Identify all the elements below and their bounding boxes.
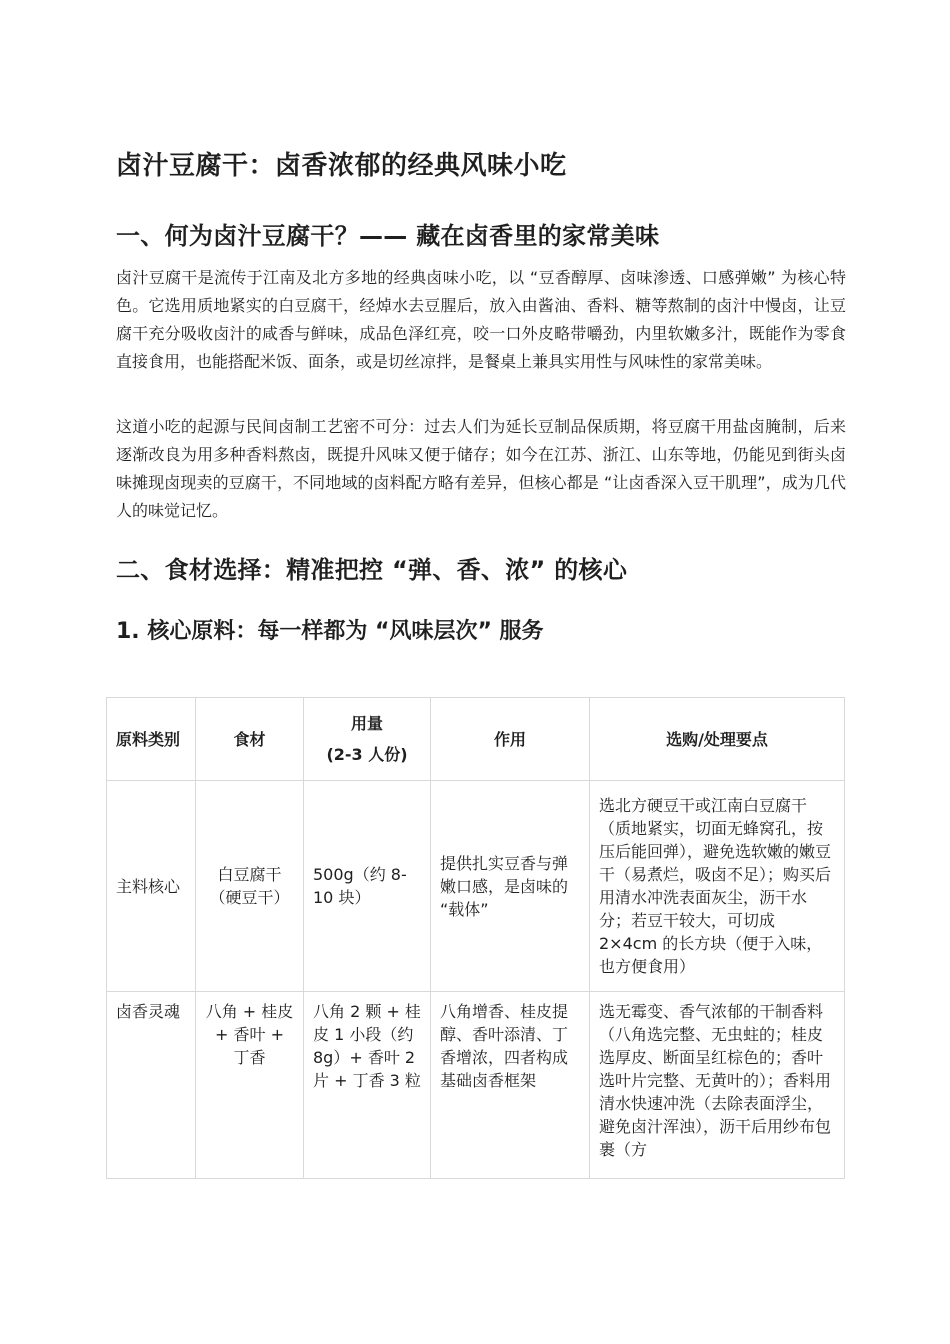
section-1-paragraph-1: 卤汁豆腐干是流传于江南及北方多地的经典卤味小吃，以 “豆香醇厚、卤味渗透、口感弹嫩” 为核心特色。它选用质地紧实的白豆腐干，经焯水去豆腥后，放入由酱油、香料、糖等熬制的卤汁中慢卤，让豆腐干充分吸收卤汁的咸香与鲜味，成品色泽红亮，咬一口外皮略带嚼劲，内里软嫩多汁，既能作为零食直接食用，也能搭配米饭、面条，或是切丝凉拌，是餐桌上兼具实用性与风味性的家常美味。 (116, 268, 846, 371)
cell-name: 八角 + 桂皮 + 香叶 + 丁香 (196, 992, 304, 1179)
cell-tips-text: 选无霉变、香气浓郁的干制香料（八角选完整、无虫蛀的；桂皮选厚皮、断面呈红棕色的；香叶选叶片完整、无黄叶的）；香料用清水快速冲洗（去除表面浮尘，避免卤汁浑浊），沥干后用纱布包裹（方 (599, 1002, 832, 1159)
header-amount-sub: (2-3 人份) (326, 745, 408, 764)
table-header-row (107, 698, 845, 781)
table-row (107, 992, 845, 1179)
table-row (107, 781, 845, 992)
header-name: 食材 (196, 698, 304, 781)
ingredients-table (106, 697, 845, 1179)
header-tips: 选购/处理要点 (590, 698, 845, 781)
cell-use: 提供扎实豆香与弹嫩口感，是卤味的 “载体” (431, 781, 590, 992)
cell-amount: 500g（约 8-10 块） (304, 781, 431, 992)
cell-category: 卤香灵魂 (107, 992, 196, 1179)
header-use: 作用 (431, 698, 590, 781)
cell-name: 白豆腐干（硬豆干） (196, 781, 304, 992)
cell-category: 主料核心 (107, 781, 196, 992)
header-amount (304, 698, 431, 781)
cell-amount: 八角 2 颗 + 桂皮 1 小段（约 8g）+ 香叶 2 片 + 丁香 3 粒 (304, 992, 431, 1179)
section-1-paragraph-2: 这道小吃的起源与民间卤制工艺密不可分：过去人们为延长豆制品保质期，将豆腐干用盐卤腌制，后来逐渐改良为用多种香料熬卤，既提升风味又便于储存；如今在江苏、浙江、山东等地，仍能见到街头卤味摊现卤现卖的豆腐干，不同地域的卤料配方略有差异，但核心都是 “让卤香深入豆干肌理”，成为几代人的味觉记忆。 (116, 417, 846, 520)
cell-tips (590, 992, 845, 1179)
section-1-heading: 一、何为卤汁豆腐干？—— 藏在卤香里的家常美味 (116, 222, 660, 250)
cell-tips: 选北方硬豆干或江南白豆腐干（质地紧实，切面无蜂窝孔，按压后能回弹），避免选软嫩的嫩豆干（易煮烂，吸卤不足）；购买后用清水冲洗表面灰尘，沥干水分；若豆干较大，可切成 2×4cm 的长方块（便于入味，也方便食用） (590, 781, 845, 992)
subsection-1-heading: 1. 核心原料：每一样都为 “风味层次” 服务 (116, 619, 544, 644)
section-2-heading: 二、食材选择：精准把控 “弹、香、浓” 的核心 (116, 556, 628, 584)
header-category: 原料类别 (107, 698, 196, 781)
header-amount-label: 用量 (350, 714, 383, 733)
page-title: 卤汁豆腐干：卤香浓郁的经典风味小吃 (116, 151, 567, 181)
cell-use: 八角增香、桂皮提醇、香叶添清、丁香增浓，四者构成基础卤香框架 (431, 992, 590, 1179)
